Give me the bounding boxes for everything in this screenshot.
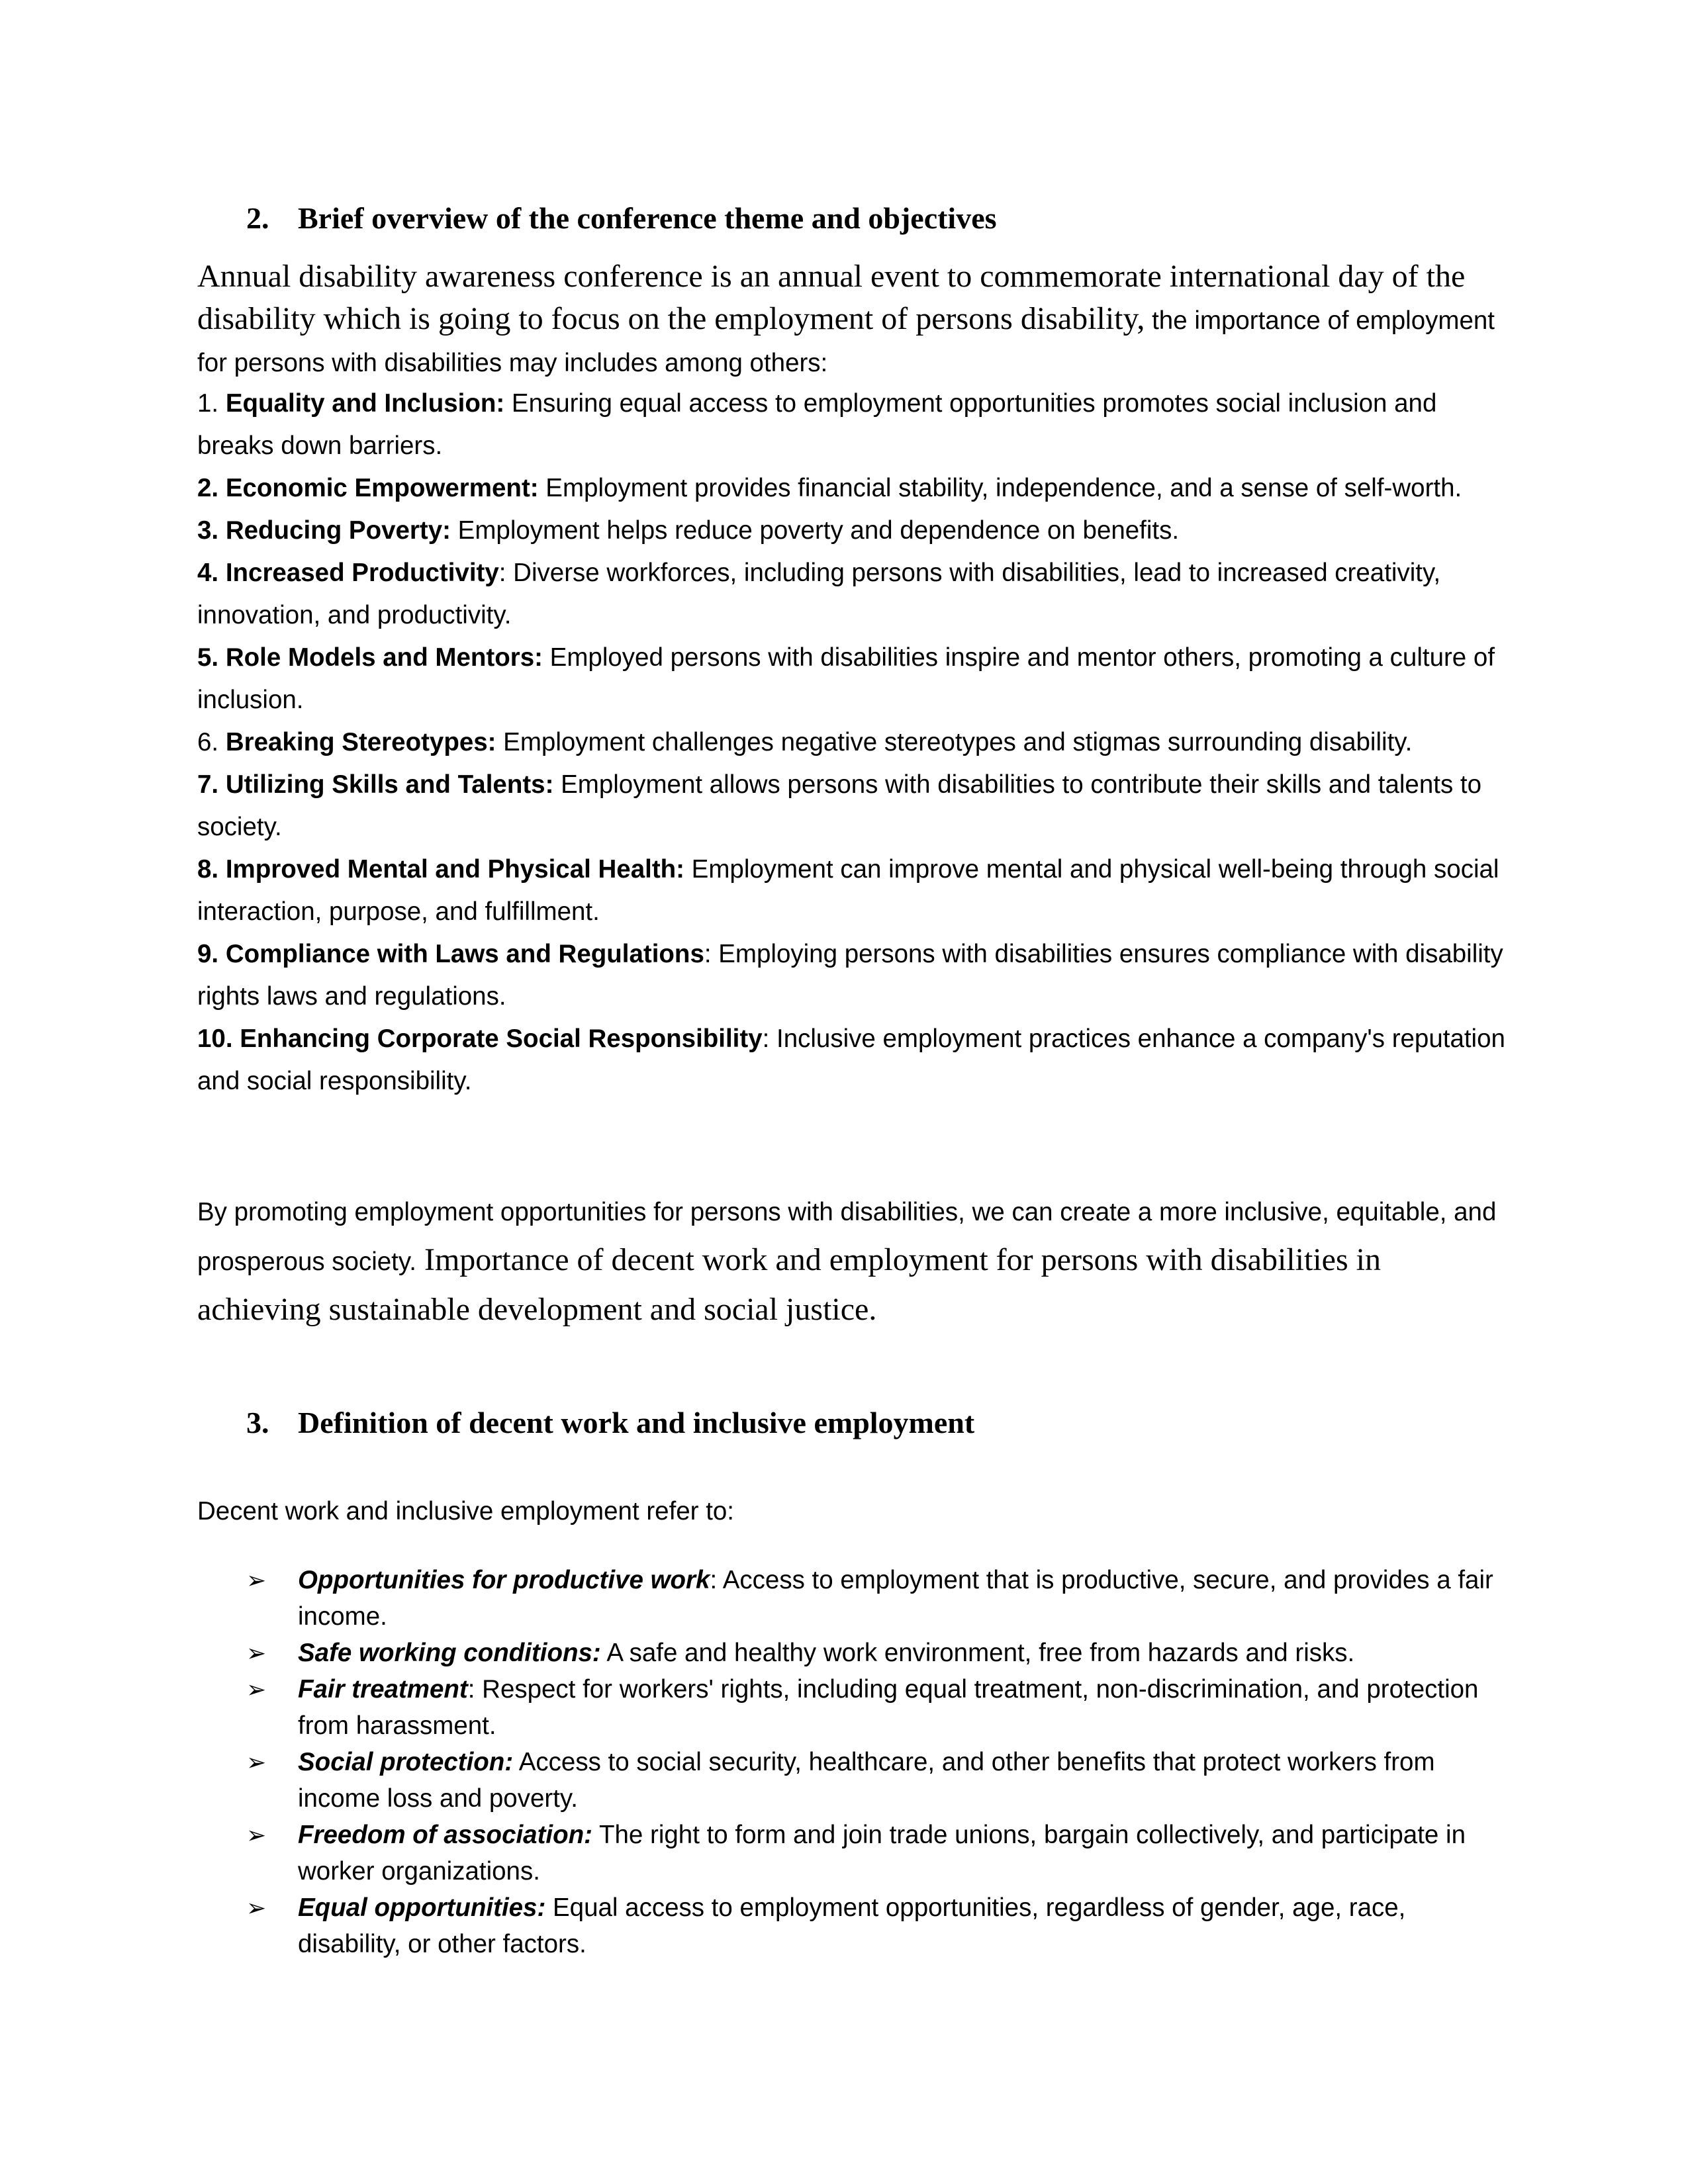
section-3-intro: Decent work and inclusive employment refer to: xyxy=(197,1497,735,1525)
item-term: Enhancing Corporate Social Responsibility xyxy=(240,1024,763,1053)
importance-list-item xyxy=(197,1018,1508,1103)
arrow-bullet-icon: ➢ xyxy=(246,1567,267,1594)
section-2-number: 2. xyxy=(246,201,269,235)
section-3-title: Definition of decent work and inclusive employment xyxy=(298,1406,975,1439)
item-text: : Diverse workforces, including persons with disabilities, lead to increased creativity, innovation, and productivity. xyxy=(197,559,1441,629)
item-text: Employed persons with disabilities inspire and mentor others, promoting a culture of inclusion. xyxy=(197,643,1495,714)
bullet-text: : Respect for workers' rights, including equal treatment, non-discrimination, and protection from harassment. xyxy=(298,1675,1479,1740)
item-text: Ensuring equal access to employment opportunities promotes social inclusion and breaks down barriers. xyxy=(197,389,1437,460)
importance-list xyxy=(197,383,1508,1103)
definition-bullet-item xyxy=(246,1635,1504,1671)
section-2-heading xyxy=(246,199,997,238)
item-term: Increased Productivity xyxy=(225,559,499,587)
item-text: Employment challenges negative stereotypes and stigmas surrounding disability. xyxy=(496,728,1413,756)
closing-serif-text: Importance of decent work and employment for persons with disabilities in achieving sustainable development and social justice. xyxy=(197,1242,1381,1327)
item-term: Improved Mental and Physical Health: xyxy=(225,855,684,884)
definition-bullet-item xyxy=(246,1744,1504,1817)
item-number: 9. xyxy=(197,940,219,968)
item-term: Equality and Inclusion: xyxy=(225,389,505,418)
item-number: 7. xyxy=(197,770,219,799)
section-2-closing xyxy=(197,1191,1508,1338)
item-text: Employment can improve mental and physical well-being through social interaction, purpose, and fulfillment. xyxy=(197,855,1499,926)
arrow-bullet-icon: ➢ xyxy=(246,1821,267,1848)
arrow-bullet-icon: ➢ xyxy=(246,1894,267,1921)
item-text: : Inclusive employment practices enhance a company's reputation and social responsibility. xyxy=(197,1024,1505,1095)
importance-list-item xyxy=(197,383,1508,467)
item-term: Compliance with Laws and Regulations xyxy=(225,940,704,968)
item-text: : Employing persons with disabilities ensures compliance with disability rights laws and regulations. xyxy=(197,940,1503,1011)
section-3-heading xyxy=(246,1403,974,1443)
definition-bullet-list xyxy=(246,1562,1504,1962)
item-text: Employment helps reduce poverty and dependence on benefits. xyxy=(450,516,1180,545)
bullet-term: Fair treatment xyxy=(298,1675,468,1704)
bullet-term: Safe working conditions: xyxy=(298,1639,601,1667)
bullet-text: : Access to employment that is productive, secure, and provides a fair income. xyxy=(298,1566,1493,1631)
item-text: Employment provides financial stability, independence, and a sense of self-worth. xyxy=(538,474,1462,502)
item-term: Breaking Stereotypes: xyxy=(225,728,496,756)
section-3-number: 3. xyxy=(246,1406,269,1439)
definition-bullet-item xyxy=(246,1889,1504,1962)
definition-bullet-item xyxy=(246,1817,1504,1889)
arrow-bullet-icon: ➢ xyxy=(246,1639,267,1666)
importance-list-item xyxy=(197,467,1508,510)
arrow-bullet-icon: ➢ xyxy=(246,1676,267,1703)
item-number: 2. xyxy=(197,474,219,502)
bullet-term: Freedom of association: xyxy=(298,1821,592,1849)
section-2-title: Brief overview of the conference theme and objectives xyxy=(298,201,997,235)
bullet-text: Equal access to employment opportunities, regardless of gender, age, race, disability, or other factors. xyxy=(298,1893,1406,1958)
importance-list-item xyxy=(197,764,1508,848)
closing-sans-text: By promoting employment opportunities for persons with disabilities, we can create a more inclusive, equitable, and prosperous society. xyxy=(197,1198,1497,1276)
importance-list-item xyxy=(197,721,1508,764)
item-number: 10. xyxy=(197,1024,233,1053)
section-2-intro-serif: Annual disability awareness conference is an annual event to commemorate international day of the disability which is going to focus on the employment of persons disability, xyxy=(197,259,1466,336)
item-term: Economic Empowerment: xyxy=(225,474,539,502)
item-number: 3. xyxy=(197,516,219,545)
item-text: Employment allows persons with disabilities to contribute their skills and talents to society. xyxy=(197,770,1482,841)
definition-bullet-item xyxy=(246,1671,1504,1744)
arrow-bullet-icon: ➢ xyxy=(246,1749,267,1776)
importance-list-item xyxy=(197,552,1508,637)
importance-list-item xyxy=(197,848,1508,933)
section-2-intro xyxy=(197,255,1495,385)
item-number: 5. xyxy=(197,643,219,672)
bullet-text: Access to social security, healthcare, and other benefits that protect workers from income loss and poverty. xyxy=(298,1748,1435,1813)
bullet-text: The right to form and join trade unions, bargain collectively, and participate in worker organizations. xyxy=(298,1821,1466,1886)
item-number: 1. xyxy=(197,389,219,418)
item-term: Role Models and Mentors: xyxy=(225,643,543,672)
item-term: Reducing Poverty: xyxy=(225,516,451,545)
bullet-term: Equal opportunities: xyxy=(298,1893,546,1922)
item-number: 6. xyxy=(197,728,219,756)
item-number: 8. xyxy=(197,855,219,884)
importance-list-item xyxy=(197,510,1508,552)
section-2-intro-sans: the importance of employment for persons with disabilities may includes among others: xyxy=(197,306,1495,377)
definition-bullet-item xyxy=(246,1562,1504,1635)
bullet-text: A safe and healthy work environment, free from hazards and risks. xyxy=(600,1639,1355,1667)
item-term: Utilizing Skills and Talents: xyxy=(225,770,554,799)
bullet-term: Social protection: xyxy=(298,1748,514,1776)
importance-list-item xyxy=(197,933,1508,1018)
bullet-term: Opportunities for productive work xyxy=(298,1566,710,1594)
item-number: 4. xyxy=(197,559,219,587)
importance-list-item xyxy=(197,637,1508,721)
